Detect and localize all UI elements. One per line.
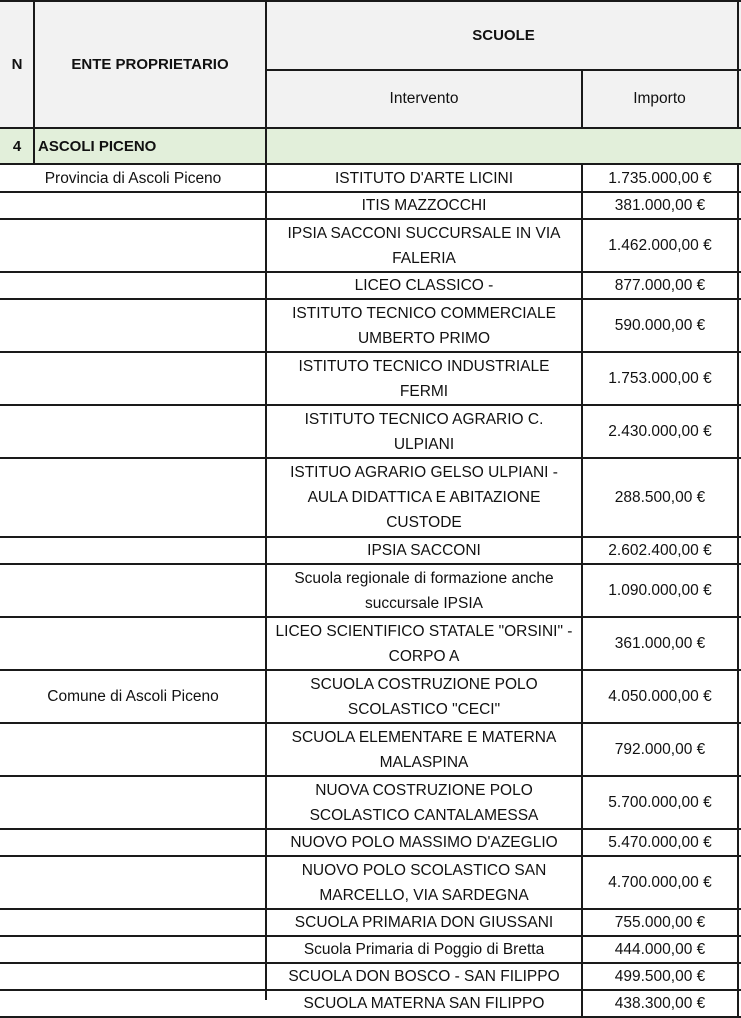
ente-cell: [0, 776, 266, 806]
ente-cell: [0, 936, 266, 963]
intervento-line: CUSTODE: [386, 514, 462, 531]
ente-cell: [0, 829, 266, 856]
ente-cell: [0, 723, 266, 753]
row-border-importo-left: [581, 617, 583, 670]
intervento-line: IPSIA SACCONI: [367, 542, 481, 559]
intervento-cell: [267, 458, 581, 537]
border-header-bottom: [0, 127, 741, 129]
row-border-importo-right: [737, 192, 739, 219]
header-n: N: [11, 55, 23, 73]
importo-cell: 288.500,00 €: [614, 488, 706, 506]
importo-cell: 1.462.000,00 €: [608, 236, 712, 254]
intervento-line: SCOLASTICO "CECI": [347, 700, 501, 718]
ente-cell: [0, 856, 266, 886]
intervento-cell: [267, 909, 581, 936]
importo-cell: 1.753.000,00 €: [608, 369, 712, 387]
importo-cell: 438.300,00 €: [614, 994, 706, 1012]
ente-cell: Comune di Ascoli Piceno: [47, 688, 219, 705]
importo-cell: 4.050.000,00 €: [608, 687, 712, 705]
ente-cell: [0, 458, 266, 488]
row-border-importo-right: [737, 458, 739, 537]
intervento-line: SCUOLA COSTRUZIONE POLO: [310, 675, 538, 693]
border-section-bottom: [0, 163, 741, 165]
row-border-importo-right: [737, 723, 739, 776]
ente-cell: Provincia di Ascoli Piceno: [44, 170, 222, 187]
importo-cell: 5.470.000,00 €: [608, 833, 712, 851]
border-col-importo-right: [737, 0, 739, 128]
intervento-cell: [267, 272, 581, 299]
importo-cell: 1.735.000,00 €: [608, 169, 712, 187]
row-border-importo-left: [581, 192, 583, 219]
row-border-bottom: [0, 1016, 741, 1018]
intervento-line: CORPO A: [388, 647, 460, 665]
row-border-importo-right: [737, 670, 739, 723]
row-border-importo-right: [737, 776, 739, 829]
intervento-cell: [267, 165, 581, 192]
row-border-importo-right: [737, 564, 739, 617]
intervento-line: Scuola Primaria di Poggio di Bretta: [303, 941, 545, 958]
importo-cell: 792.000,00 €: [614, 740, 706, 758]
row-border-importo-right: [737, 352, 739, 405]
row-border-importo-left: [581, 458, 583, 537]
importo-cell: 361.000,00 €: [614, 634, 706, 652]
intervento-cell: [267, 776, 581, 829]
intervento-line: MARCELLO, VIA SARDEGNA: [319, 886, 529, 904]
intervento-line: FERMI: [399, 382, 449, 400]
intervento-line: FALERIA: [392, 249, 456, 267]
row-border-importo-left: [581, 564, 583, 617]
row-border-importo-right: [737, 219, 739, 272]
row-border-importo-left: [581, 299, 583, 352]
row-border-importo-left: [581, 909, 583, 936]
intervento-line: LICEO SCIENTIFICO STATALE "ORSINI" -: [275, 622, 573, 640]
intervento-cell: [267, 564, 581, 617]
intervento-line: Scuola regionale di formazione anche: [294, 569, 554, 587]
ente-cell: [0, 617, 266, 647]
row-border-importo-right: [737, 405, 739, 458]
intervento-cell: [267, 537, 581, 564]
row-border-importo-left: [581, 990, 583, 1017]
intervento-cell: [267, 829, 581, 856]
intervento-line: MALASPINA: [379, 753, 469, 771]
row-border-importo-right: [737, 617, 739, 670]
importo-cell: 755.000,00 €: [614, 913, 706, 931]
row-border-importo-right: [737, 299, 739, 352]
section-name: ASCOLI PICENO: [38, 137, 157, 155]
importo-cell: 2.430.000,00 €: [608, 422, 712, 440]
intervento-line: ISTITUTO TECNICO COMMERCIALE: [292, 304, 556, 322]
importo-cell: 590.000,00 €: [614, 316, 706, 334]
row-border-importo-right: [737, 165, 739, 192]
intervento-line: NUOVO POLO SCOLASTICO SAN: [301, 861, 547, 879]
importo-cell: 499.500,00 €: [614, 967, 706, 985]
intervento-line: SCOLASTICO CANTALAMESSA: [309, 806, 539, 824]
row-border-importo-left: [581, 856, 583, 909]
header-importo: Importo: [633, 90, 686, 107]
intervento-cell: [267, 670, 581, 723]
header-ente-proprietario: ENTE PROPRIETARIO: [71, 55, 229, 73]
row-border-importo-left: [581, 537, 583, 564]
intervento-line: LICEO CLASSICO -: [354, 277, 494, 294]
importo-cell: 444.000,00 €: [614, 940, 706, 958]
intervento-line: SCUOLA MATERNA SAN FILIPPO: [303, 995, 545, 1012]
header-intervento: Intervento: [389, 90, 459, 107]
row-border-importo-left: [581, 963, 583, 990]
ente-cell: [0, 272, 266, 299]
intervento-cell: [267, 405, 581, 458]
intervento-line: ISTITUTO TECNICO INDUSTRIALE: [298, 357, 550, 375]
row-border-importo-left: [581, 723, 583, 776]
row-border-importo-left: [581, 405, 583, 458]
header-scuole: SCUOLE: [472, 26, 535, 44]
intervento-cell: [267, 936, 581, 963]
ente-cell: [0, 352, 266, 382]
row-border-importo-left: [581, 829, 583, 856]
row-border-importo-right: [737, 856, 739, 909]
row-border-importo-right: [737, 537, 739, 564]
intervento-line: ISTITUO AGRARIO GELSO ULPIANI -: [290, 464, 558, 481]
intervento-line: SCUOLA DON BOSCO - SAN FILIPPO: [288, 968, 560, 985]
row-border-importo-right: [737, 936, 739, 963]
intervento-cell: [267, 352, 581, 405]
intervento-line: succursale IPSIA: [364, 594, 484, 612]
intervento-cell: [267, 299, 581, 352]
border-col-n: [33, 0, 35, 165]
border-col-importo-left: [581, 70, 583, 128]
intervento-cell: [267, 617, 581, 670]
row-border-importo-left: [581, 352, 583, 405]
row-border-importo-right: [737, 272, 739, 299]
intervento-cell: [267, 856, 581, 909]
border-col-ente: [265, 0, 267, 1000]
intervento-cell: [267, 990, 581, 1017]
intervento-cell: [267, 963, 581, 990]
section-number: 4: [12, 137, 22, 155]
intervento-cell: [267, 219, 581, 272]
row-border-importo-left: [581, 165, 583, 192]
intervento-cell: [267, 723, 581, 776]
intervento-line: UMBERTO PRIMO: [357, 329, 491, 347]
intervento-line: SCUOLA PRIMARIA DON GIUSSANI: [294, 914, 554, 931]
row-border-importo-left: [581, 219, 583, 272]
intervento-line: NUOVO POLO MASSIMO D'AZEGLIO: [290, 834, 558, 851]
importo-cell: 2.602.400,00 €: [608, 541, 712, 559]
ente-cell: [0, 219, 266, 249]
row-border-importo-right: [737, 990, 739, 1017]
intervento-line: IPSIA SACCONI SUCCURSALE IN VIA: [287, 224, 561, 242]
ente-cell: [0, 990, 266, 1017]
ente-cell: [0, 299, 266, 329]
intervento-line: ISTITUTO TECNICO AGRARIO C.: [304, 410, 544, 428]
row-border-importo-left: [581, 776, 583, 829]
ente-cell: [0, 909, 266, 936]
border-header-mid: [266, 69, 741, 71]
row-border-importo-left: [581, 936, 583, 963]
intervento-line: ISTITUTO D'ARTE LICINI: [334, 170, 514, 187]
intervento-line: AULA DIDATTICA E ABITAZIONE: [307, 489, 541, 506]
intervento-line: SCUOLA ELEMENTARE E MATERNA: [291, 728, 557, 746]
ente-cell: [0, 405, 266, 435]
importo-cell: 4.700.000,00 €: [608, 873, 712, 891]
row-border-importo-right: [737, 829, 739, 856]
ente-cell: [0, 537, 266, 564]
importo-cell: 877.000,00 €: [614, 276, 706, 294]
ente-cell: [0, 564, 266, 594]
row-border-importo-left: [581, 272, 583, 299]
row-border-importo-right: [737, 963, 739, 990]
row-border-importo-left: [581, 670, 583, 723]
intervento-line: ULPIANI: [393, 435, 455, 453]
importo-cell: 1.090.000,00 €: [608, 581, 712, 599]
intervento-line: ITIS MAZZOCCHI: [361, 197, 487, 214]
ente-cell: [0, 192, 266, 219]
border-top: [0, 0, 741, 2]
importo-cell: 381.000,00 €: [614, 196, 706, 214]
importo-cell: 5.700.000,00 €: [608, 793, 712, 811]
ente-cell: [0, 963, 266, 990]
row-border-importo-right: [737, 909, 739, 936]
intervento-cell: [267, 192, 581, 219]
intervento-line: NUOVA COSTRUZIONE POLO: [315, 781, 533, 799]
